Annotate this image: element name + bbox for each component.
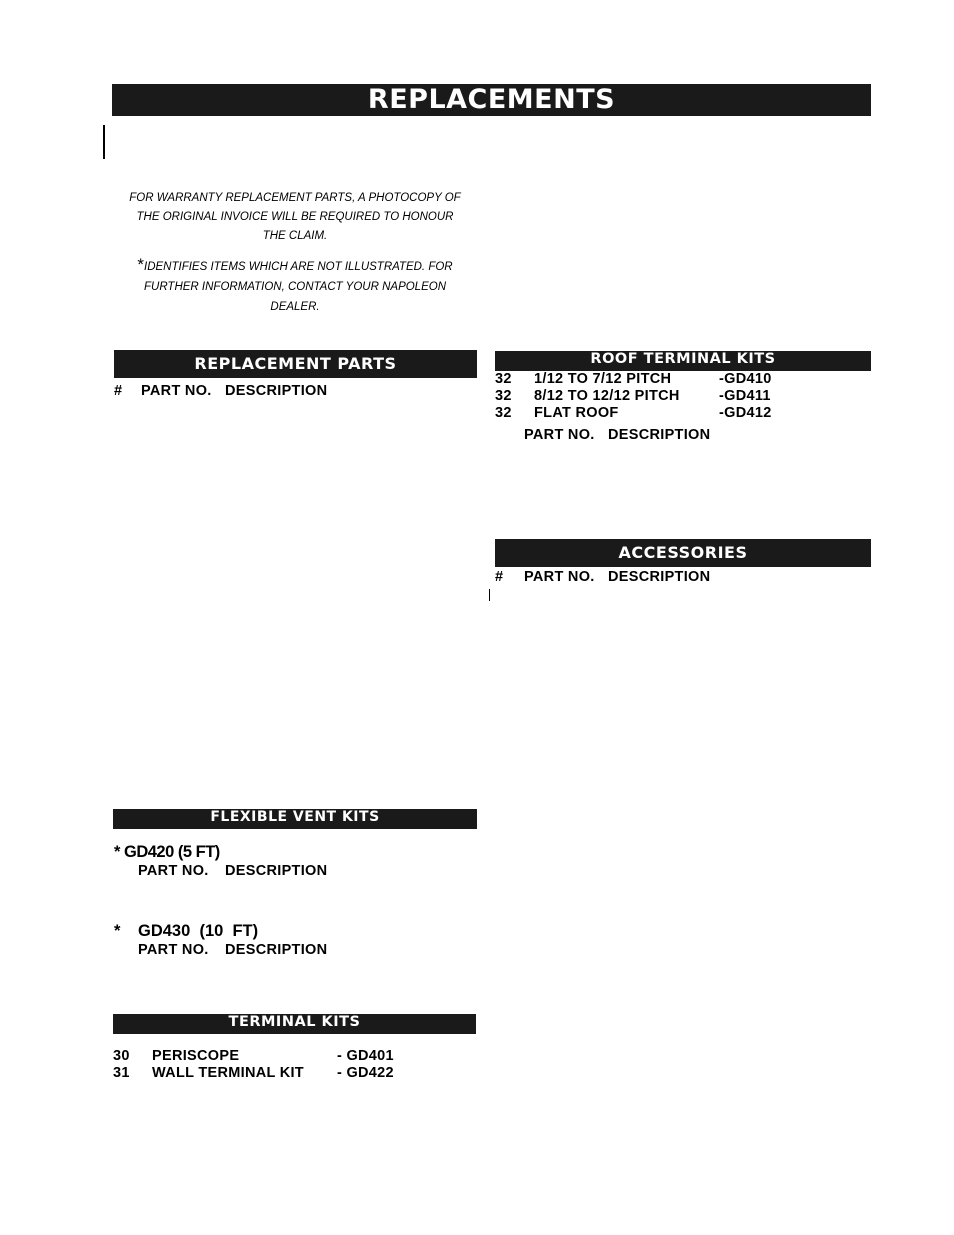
asterisk-mark: * <box>114 922 121 940</box>
roof-terminal-kits-header: ROOF TERMINAL KITS <box>495 351 871 371</box>
replacement-parts-header: REPLACEMENT PARTS <box>114 350 477 378</box>
item-desc: 1/12 TO 7/12 PITCH <box>534 371 672 387</box>
col-description: DESCRIPTION <box>608 427 711 443</box>
warranty-note-line: THE CLAIM. <box>262 230 328 242</box>
kit-gd420-title: * GD420 (5 FT) <box>114 843 220 861</box>
margin-bar <box>103 125 105 159</box>
col-description: DESCRIPTION <box>225 383 328 399</box>
item-num: 32 <box>495 371 512 387</box>
kit-label: GD430 (10 FT) <box>138 922 259 940</box>
table-row <box>113 1065 476 1082</box>
item-desc: PERISCOPE <box>152 1048 240 1064</box>
col-description: DESCRIPTION <box>225 942 328 958</box>
asterisk-mark: * <box>137 255 144 274</box>
kit-gd430-title <box>114 922 477 942</box>
identifies-note-line: FURTHER INFORMATION, CONTACT YOUR NAPOLEON <box>144 281 446 293</box>
warranty-note-line: THE ORIGINAL INVOICE WILL BE REQUIRED TO HONOUR <box>136 211 454 223</box>
accessories-header: ACCESSORIES <box>495 539 871 567</box>
col-part-no: PART NO. <box>141 383 212 399</box>
roof-terminal-columns <box>495 427 871 445</box>
identifies-note <box>112 255 478 317</box>
table-row <box>495 388 871 405</box>
col-num: # <box>495 569 504 585</box>
col-num: # <box>114 383 123 399</box>
col-description: DESCRIPTION <box>225 863 328 879</box>
warranty-note-line: FOR WARRANTY REPLACEMENT PARTS, A PHOTOCOPY OF <box>129 192 461 204</box>
col-description: DESCRIPTION <box>608 569 711 585</box>
item-desc: WALL TERMINAL KIT <box>152 1065 304 1081</box>
terminal-kits-header: TERMINAL KITS <box>113 1014 476 1034</box>
col-part-no: PART NO. <box>138 863 209 879</box>
col-part-no: PART NO. <box>524 427 595 443</box>
flexible-vent-kits-header: FLEXIBLE VENT KITS <box>113 809 477 829</box>
kit-gd430-columns <box>114 942 477 960</box>
col-part-no: PART NO. <box>524 569 595 585</box>
warranty-note <box>112 189 478 246</box>
table-row <box>495 371 871 388</box>
replacement-parts-columns <box>114 383 477 401</box>
item-num: 30 <box>113 1048 130 1064</box>
item-desc: FLAT ROOF <box>534 405 619 421</box>
item-num: 32 <box>495 388 512 404</box>
item-code: -GD412 <box>719 405 772 421</box>
item-code: -GD411 <box>719 388 771 404</box>
col-part-no: PART NO. <box>138 942 209 958</box>
item-num: 31 <box>113 1065 130 1081</box>
kit-gd420-columns <box>114 863 477 881</box>
item-code: - GD401 <box>337 1048 394 1064</box>
accessories-columns <box>495 569 871 587</box>
item-desc: 8/12 TO 12/12 PITCH <box>534 388 680 404</box>
item-num: 32 <box>495 405 512 421</box>
identifies-note-line: *IDENTIFIES ITEMS WHICH ARE NOT ILLUSTRATED. FOR <box>137 255 453 274</box>
page-title: REPLACEMENTS <box>112 84 871 116</box>
item-code: - GD422 <box>337 1065 394 1081</box>
table-row <box>495 405 871 422</box>
item-code: -GD410 <box>719 371 772 387</box>
table-row <box>113 1048 476 1065</box>
margin-bar <box>489 589 490 601</box>
identifies-note-line: DEALER. <box>270 301 320 313</box>
